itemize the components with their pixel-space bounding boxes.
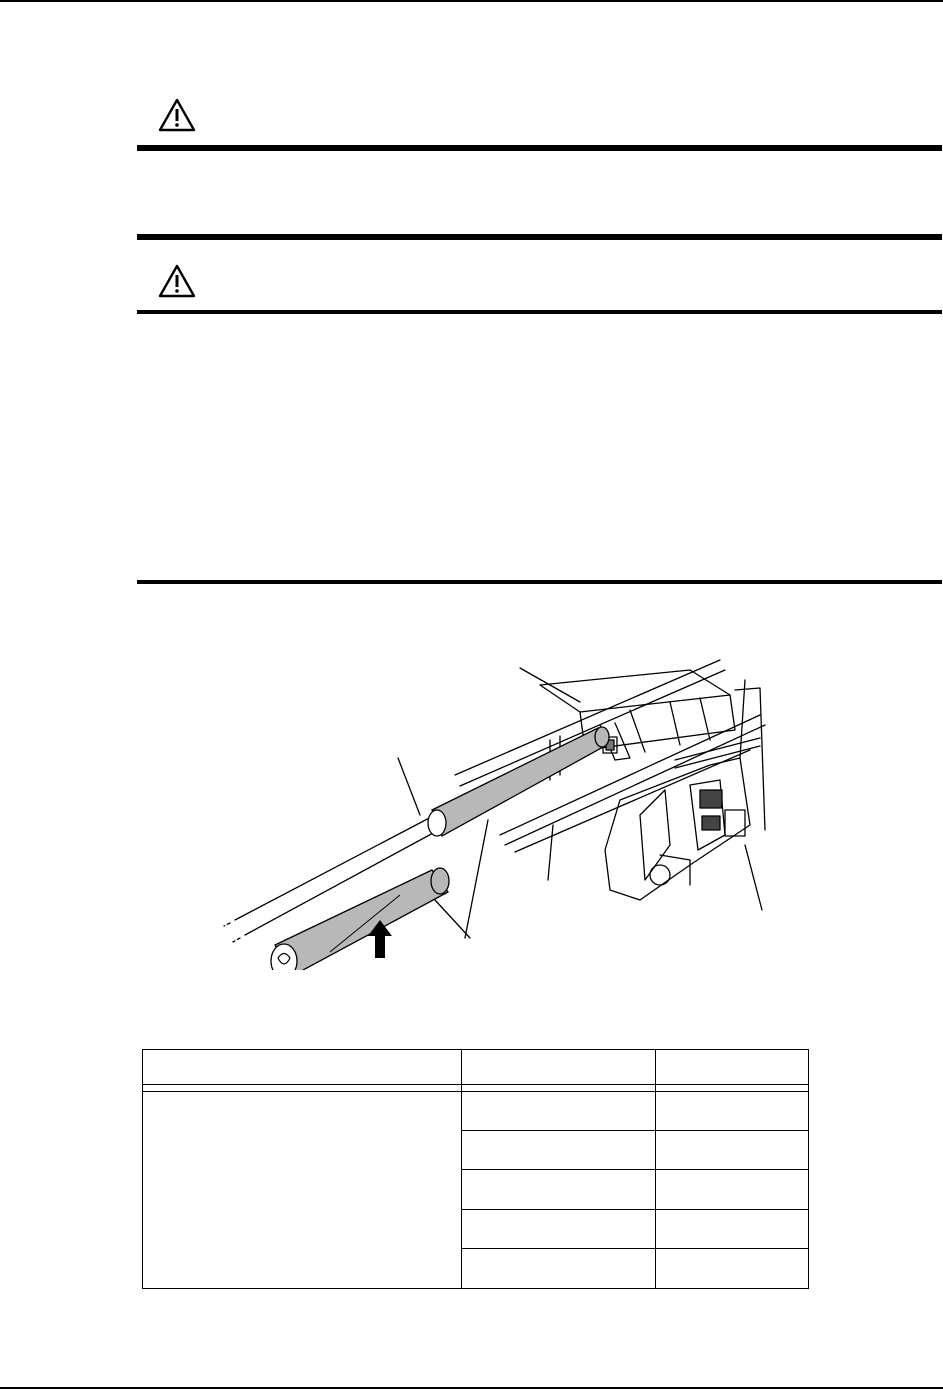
warning-footer-rule: [137, 234, 942, 240]
table-cell: [143, 1091, 462, 1289]
table-row: [143, 1091, 809, 1130]
spec-table: [142, 1049, 809, 1289]
table-header-row: [143, 1050, 809, 1085]
table-cell: [462, 1130, 656, 1169]
warning-triangle-icon: [157, 97, 197, 133]
table-header-cell: [656, 1050, 809, 1085]
page-top-rule: [0, 0, 943, 2]
technical-illustration: [220, 640, 780, 970]
caution-footer-rule: [137, 580, 942, 584]
table-cell: [462, 1209, 656, 1248]
table-header-cell: [462, 1050, 656, 1085]
warning-header-rule: [137, 145, 942, 151]
page-bottom-rule: [0, 1387, 943, 1389]
caution-header-rule: [137, 310, 942, 314]
table-cell: [656, 1209, 809, 1248]
table-cell: [462, 1091, 656, 1130]
table-cell: [656, 1249, 809, 1289]
table-header-cell: [143, 1050, 462, 1085]
table-cell: [656, 1130, 809, 1169]
table-cell: [656, 1170, 809, 1209]
table-cell: [462, 1170, 656, 1209]
table-cell: [656, 1091, 809, 1130]
caution-triangle-icon: [157, 263, 197, 299]
table-cell: [462, 1249, 656, 1289]
